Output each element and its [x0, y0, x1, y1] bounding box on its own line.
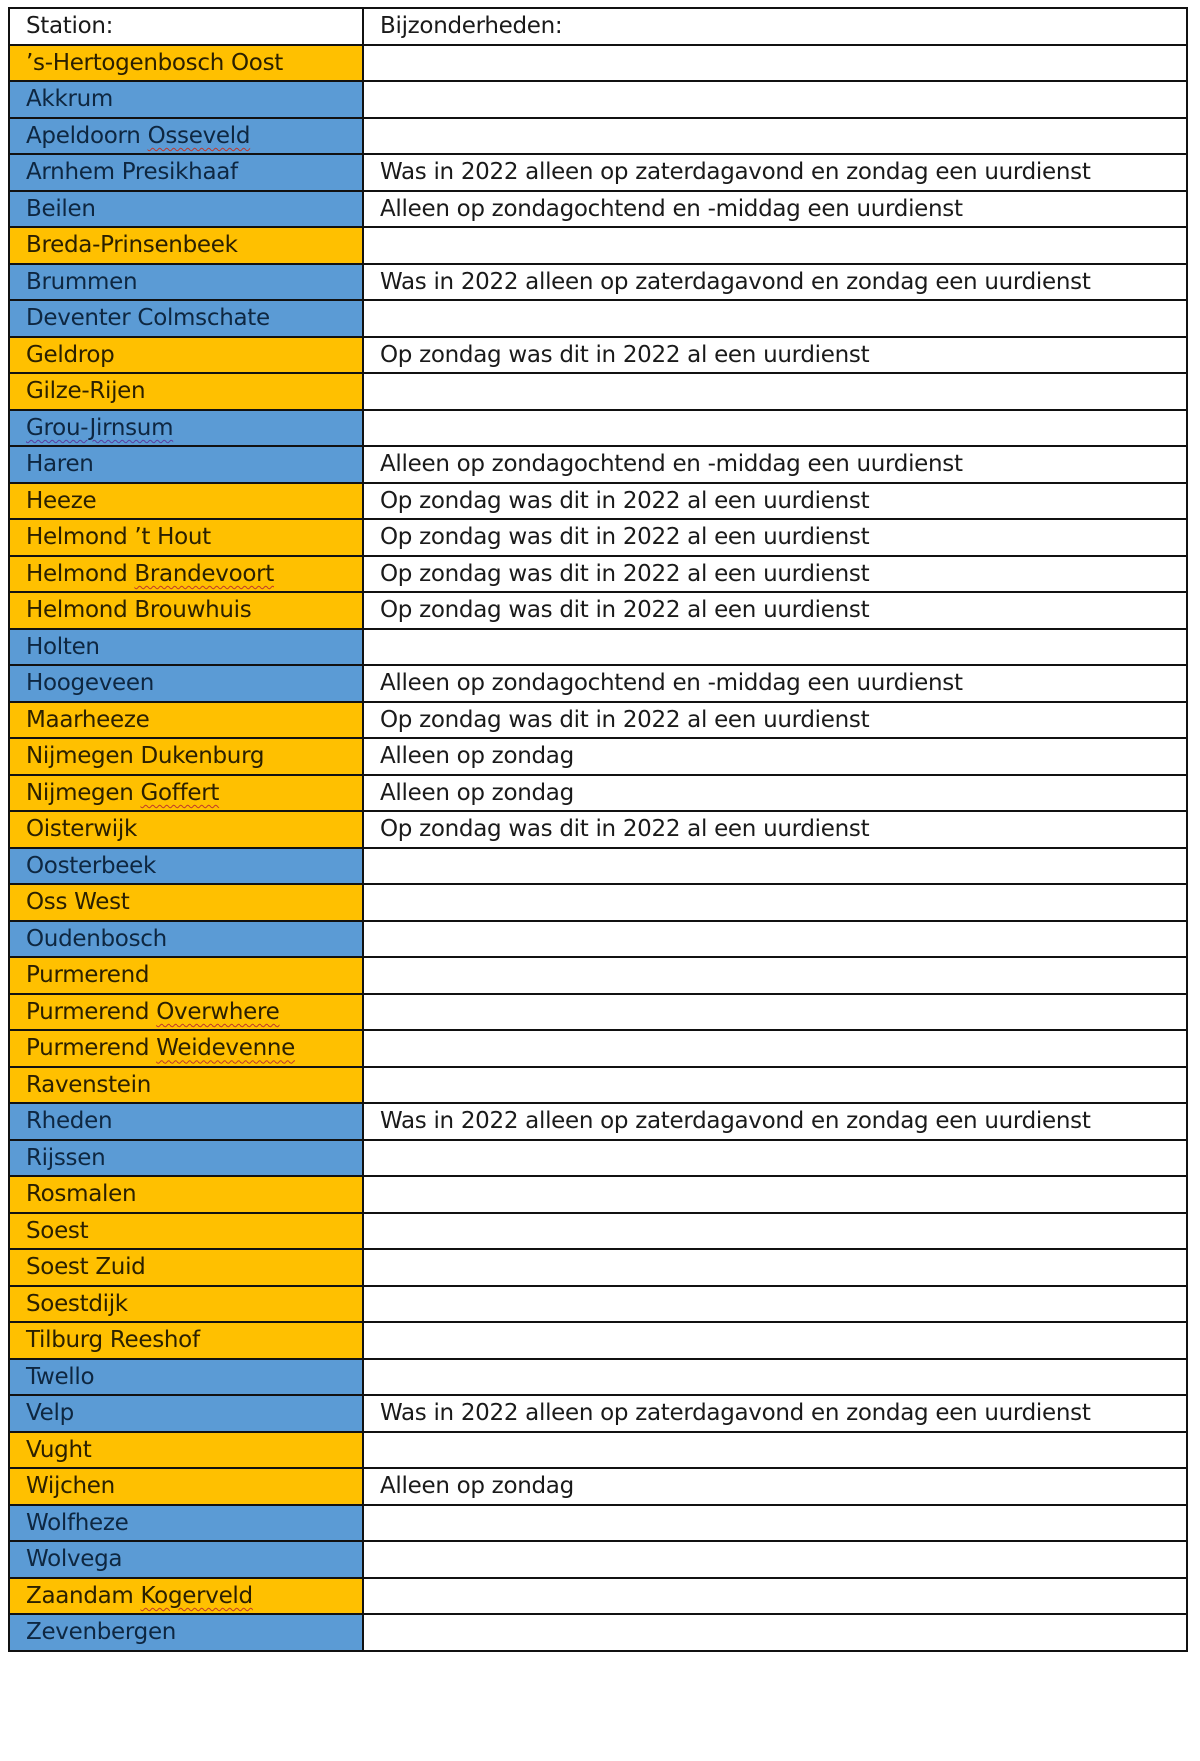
station-cell [9, 446, 363, 483]
station-name: Akkrum [26, 86, 114, 113]
station-name: Rheden [26, 1108, 113, 1135]
station-cell [9, 227, 363, 264]
station-name: Arnhem Presikhaaf [26, 159, 238, 186]
note-cell [363, 1359, 1187, 1396]
note-cell: Alleen op zondagochtend en -middag een uurdienst [363, 191, 1187, 228]
station-name: Soest Zuid [26, 1254, 146, 1281]
table-row [9, 592, 1187, 629]
station-cell [9, 1030, 363, 1067]
station-name: Soestdijk [26, 1290, 128, 1317]
note-cell: Op zondag was dit in 2022 al een uurdienst [363, 702, 1187, 739]
station-name: Wijchen [26, 1473, 115, 1500]
station-name: Oss West [26, 889, 130, 916]
header-station: Station: [9, 8, 363, 45]
table-row [9, 410, 1187, 447]
stations-table [8, 7, 1188, 1652]
table-row [9, 811, 1187, 848]
note-cell: Alleen op zondag [363, 738, 1187, 775]
table-row [9, 191, 1187, 228]
table-row [9, 264, 1187, 301]
table-row [9, 994, 1187, 1031]
note-cell [363, 227, 1187, 264]
table-row [9, 1541, 1187, 1578]
station-cell [9, 264, 363, 301]
table-row [9, 337, 1187, 374]
note-cell: Op zondag was dit in 2022 al een uurdienst [363, 592, 1187, 629]
table-row [9, 373, 1187, 410]
station-name: Velp [26, 1400, 74, 1427]
station-cell [9, 154, 363, 191]
table-row [9, 1578, 1187, 1615]
note-cell [363, 1067, 1187, 1104]
station-cell [9, 1359, 363, 1396]
note-cell [363, 1322, 1187, 1359]
table-row [9, 118, 1187, 155]
station-name: Oosterbeek [26, 852, 157, 879]
station-cell [9, 665, 363, 702]
station-cell [9, 410, 363, 447]
station-cell [9, 738, 363, 775]
station-name: Haren [26, 451, 94, 478]
station-name-spellcheck-word: Grou-Jirnsum [26, 414, 174, 441]
station-name: Brummen [26, 268, 138, 295]
station-cell [9, 1541, 363, 1578]
station-name: Purmerend [26, 998, 150, 1025]
note-cell [363, 373, 1187, 410]
station-name: Zaandam [26, 1582, 134, 1609]
table-row [9, 446, 1187, 483]
table-row [9, 1614, 1187, 1651]
note-cell: Alleen op zondag [363, 775, 1187, 812]
station-name: Wolfheze [26, 1509, 129, 1536]
station-cell [9, 1578, 363, 1615]
station-cell [9, 1505, 363, 1542]
station-name: Oudenbosch [26, 925, 167, 952]
note-cell [363, 629, 1187, 666]
table-row [9, 1176, 1187, 1213]
station-cell [9, 775, 363, 812]
table-row [9, 45, 1187, 82]
station-cell [9, 1176, 363, 1213]
note-cell: Alleen op zondagochtend en -middag een uurdienst [363, 665, 1187, 702]
table-row [9, 81, 1187, 118]
station-cell [9, 1067, 363, 1104]
station-name: Deventer Colmschate [26, 305, 270, 332]
note-cell [363, 1541, 1187, 1578]
station-name-spellcheck-word: Kogerveld [140, 1582, 253, 1609]
note-cell [363, 1432, 1187, 1469]
table-row [9, 629, 1187, 666]
table-row [9, 154, 1187, 191]
station-cell [9, 337, 363, 374]
table-row [9, 300, 1187, 337]
note-cell: Op zondag was dit in 2022 al een uurdienst [363, 483, 1187, 520]
table-row [9, 1468, 1187, 1505]
table-row [9, 1322, 1187, 1359]
station-cell [9, 1103, 363, 1140]
station-name: Helmond ’t Hout [26, 524, 211, 551]
station-name-spellcheck-word: Osseveld [147, 122, 251, 149]
note-cell: Alleen op zondag [363, 1468, 1187, 1505]
station-name: Breda-Prinsenbeek [26, 232, 238, 259]
note-cell [363, 45, 1187, 82]
note-cell: Alleen op zondagochtend en -middag een uurdienst [363, 446, 1187, 483]
station-name-spellcheck-word: Brandevoort [134, 560, 274, 587]
note-cell: Op zondag was dit in 2022 al een uurdienst [363, 337, 1187, 374]
station-cell [9, 1432, 363, 1469]
note-cell [363, 1030, 1187, 1067]
station-name-spellcheck-word: Weidevenne [156, 1035, 296, 1062]
table-row [9, 1395, 1187, 1432]
station-name: Nijmegen Dukenburg [26, 743, 265, 770]
station-cell [9, 300, 363, 337]
table-header-row [9, 8, 1187, 45]
note-cell [363, 994, 1187, 1031]
station-cell [9, 811, 363, 848]
table-row [9, 1286, 1187, 1323]
table-row [9, 702, 1187, 739]
table-row [9, 738, 1187, 775]
note-cell [363, 410, 1187, 447]
note-cell [363, 1213, 1187, 1250]
station-cell [9, 191, 363, 228]
station-name: Gilze-Rijen [26, 378, 146, 405]
note-cell [363, 1286, 1187, 1323]
station-name: Heeze [26, 487, 97, 514]
station-cell [9, 848, 363, 885]
table-row [9, 1140, 1187, 1177]
station-name: ’s-Hertogenbosch Oost [26, 49, 283, 76]
station-cell [9, 592, 363, 629]
station-cell [9, 1286, 363, 1323]
station-cell [9, 957, 363, 994]
table-row [9, 775, 1187, 812]
table-row [9, 957, 1187, 994]
station-name: Maarheeze [26, 706, 150, 733]
table-row [9, 1213, 1187, 1250]
note-cell [363, 81, 1187, 118]
note-cell [363, 300, 1187, 337]
table-row [9, 227, 1187, 264]
note-cell [363, 884, 1187, 921]
station-name-spellcheck-word: Goffert [140, 779, 220, 806]
note-cell: Op zondag was dit in 2022 al een uurdienst [363, 556, 1187, 593]
station-name: Helmond [26, 560, 128, 587]
station-name: Soest [26, 1217, 89, 1244]
table-row [9, 1432, 1187, 1469]
station-name: Rijssen [26, 1144, 106, 1171]
station-cell [9, 921, 363, 958]
note-cell [363, 1140, 1187, 1177]
station-name: Vught [26, 1436, 92, 1463]
station-cell [9, 1468, 363, 1505]
station-cell [9, 483, 363, 520]
table-row [9, 519, 1187, 556]
station-cell [9, 1140, 363, 1177]
station-cell [9, 373, 363, 410]
note-cell [363, 848, 1187, 885]
station-name: Holten [26, 633, 100, 660]
table-row [9, 884, 1187, 921]
station-cell [9, 1395, 363, 1432]
station-name: Hoogeveen [26, 670, 154, 697]
note-cell [363, 118, 1187, 155]
station-name: Oisterwijk [26, 816, 138, 843]
table-row [9, 483, 1187, 520]
note-cell [363, 1249, 1187, 1286]
note-cell [363, 1505, 1187, 1542]
station-name: Helmond Brouwhuis [26, 597, 252, 624]
station-cell [9, 556, 363, 593]
station-name: Tilburg Reeshof [26, 1327, 200, 1354]
station-cell [9, 994, 363, 1031]
station-name: Wolvega [26, 1546, 123, 1573]
station-name-spellcheck-word: Overwhere [156, 998, 280, 1025]
table-row [9, 1359, 1187, 1396]
note-cell: Op zondag was dit in 2022 al een uurdienst [363, 811, 1187, 848]
note-cell: Was in 2022 alleen op zaterdagavond en zondag een uurdienst [363, 1395, 1187, 1432]
station-name: Twello [26, 1363, 95, 1390]
station-name: Beilen [26, 195, 96, 222]
station-name: Purmerend [26, 962, 150, 989]
table-row [9, 921, 1187, 958]
station-cell [9, 1614, 363, 1651]
note-cell: Was in 2022 alleen op zaterdagavond en zondag een uurdienst [363, 1103, 1187, 1140]
station-cell [9, 1213, 363, 1250]
station-name: Nijmegen [26, 779, 134, 806]
station-name: Geldrop [26, 341, 115, 368]
note-cell: Was in 2022 alleen op zaterdagavond en zondag een uurdienst [363, 154, 1187, 191]
note-cell [363, 1176, 1187, 1213]
stations-table-body [9, 8, 1187, 1651]
station-cell [9, 629, 363, 666]
note-cell [363, 957, 1187, 994]
note-cell [363, 921, 1187, 958]
station-name: Rosmalen [26, 1181, 137, 1208]
note-cell: Op zondag was dit in 2022 al een uurdienst [363, 519, 1187, 556]
station-cell [9, 519, 363, 556]
table-row [9, 1103, 1187, 1140]
note-cell [363, 1578, 1187, 1615]
station-name: Apeldoorn [26, 122, 141, 149]
station-cell [9, 702, 363, 739]
note-cell: Was in 2022 alleen op zaterdagavond en zondag een uurdienst [363, 264, 1187, 301]
station-name: Zevenbergen [26, 1619, 177, 1646]
table-row [9, 556, 1187, 593]
table-row [9, 1249, 1187, 1286]
station-cell [9, 118, 363, 155]
station-name: Ravenstein [26, 1071, 152, 1098]
table-row [9, 1030, 1187, 1067]
station-cell [9, 884, 363, 921]
station-cell [9, 81, 363, 118]
station-cell [9, 1322, 363, 1359]
table-row [9, 665, 1187, 702]
station-cell [9, 1249, 363, 1286]
table-row [9, 848, 1187, 885]
header-notes: Bijzonderheden: [363, 8, 1187, 45]
note-cell [363, 1614, 1187, 1651]
table-row [9, 1067, 1187, 1104]
table-row [9, 1505, 1187, 1542]
station-cell [9, 45, 363, 82]
station-name: Purmerend [26, 1035, 150, 1062]
